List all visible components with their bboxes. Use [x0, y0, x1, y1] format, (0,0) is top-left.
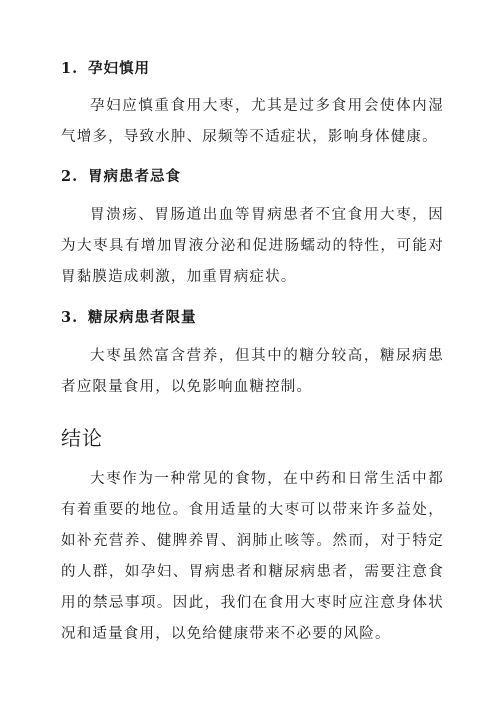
section-heading-pregnant: [61, 55, 444, 83]
section-heading-diabetes: [61, 304, 444, 332]
section-body-stomach: 胃溃疡、胃肠道出血等胃病患者不宜食用大枣，因为大枣具有增加胃液分泌和促进肠蠕动的特性，可能对胃黏膜造成刺激，加重胃病症状。: [61, 207, 444, 285]
section-title: 孕妇慎用: [88, 60, 150, 77]
section-title: 胃病患者忌食: [88, 168, 181, 185]
conclusion-body: 大枣作为一种常见的食物，在中药和日常生活中都有着重要的地位。食用适量的大枣可以带来许多益处，如补充营养、健脾养胃、润肺止咳等。然而，对于特定的人群，如孕妇、胃病患者和糖尿病患者，需要注意食用的禁忌事项。因此，我们在食用大枣时应注意身体状况和适量食用，以免给健康带来不必要的风险。: [61, 471, 444, 642]
section-number: 2.: [61, 168, 79, 185]
section-heading-stomach: [61, 163, 444, 191]
section-body-diabetes: 大枣虽然富含营养，但其中的糖分较高，糖尿病患者应限量食用，以免影响血糖控制。: [61, 348, 444, 395]
section-number: 1.: [61, 60, 79, 77]
section-body-pregnant: 孕妇应慎重食用大枣，尤其是过多食用会使体内湿气增多，导致水肿、尿频等不适症状，影响身体健康。: [61, 98, 444, 145]
section-title: 糖尿病患者限量: [88, 309, 197, 326]
section-number: 3.: [61, 309, 79, 326]
conclusion-title: 结论: [61, 426, 103, 450]
